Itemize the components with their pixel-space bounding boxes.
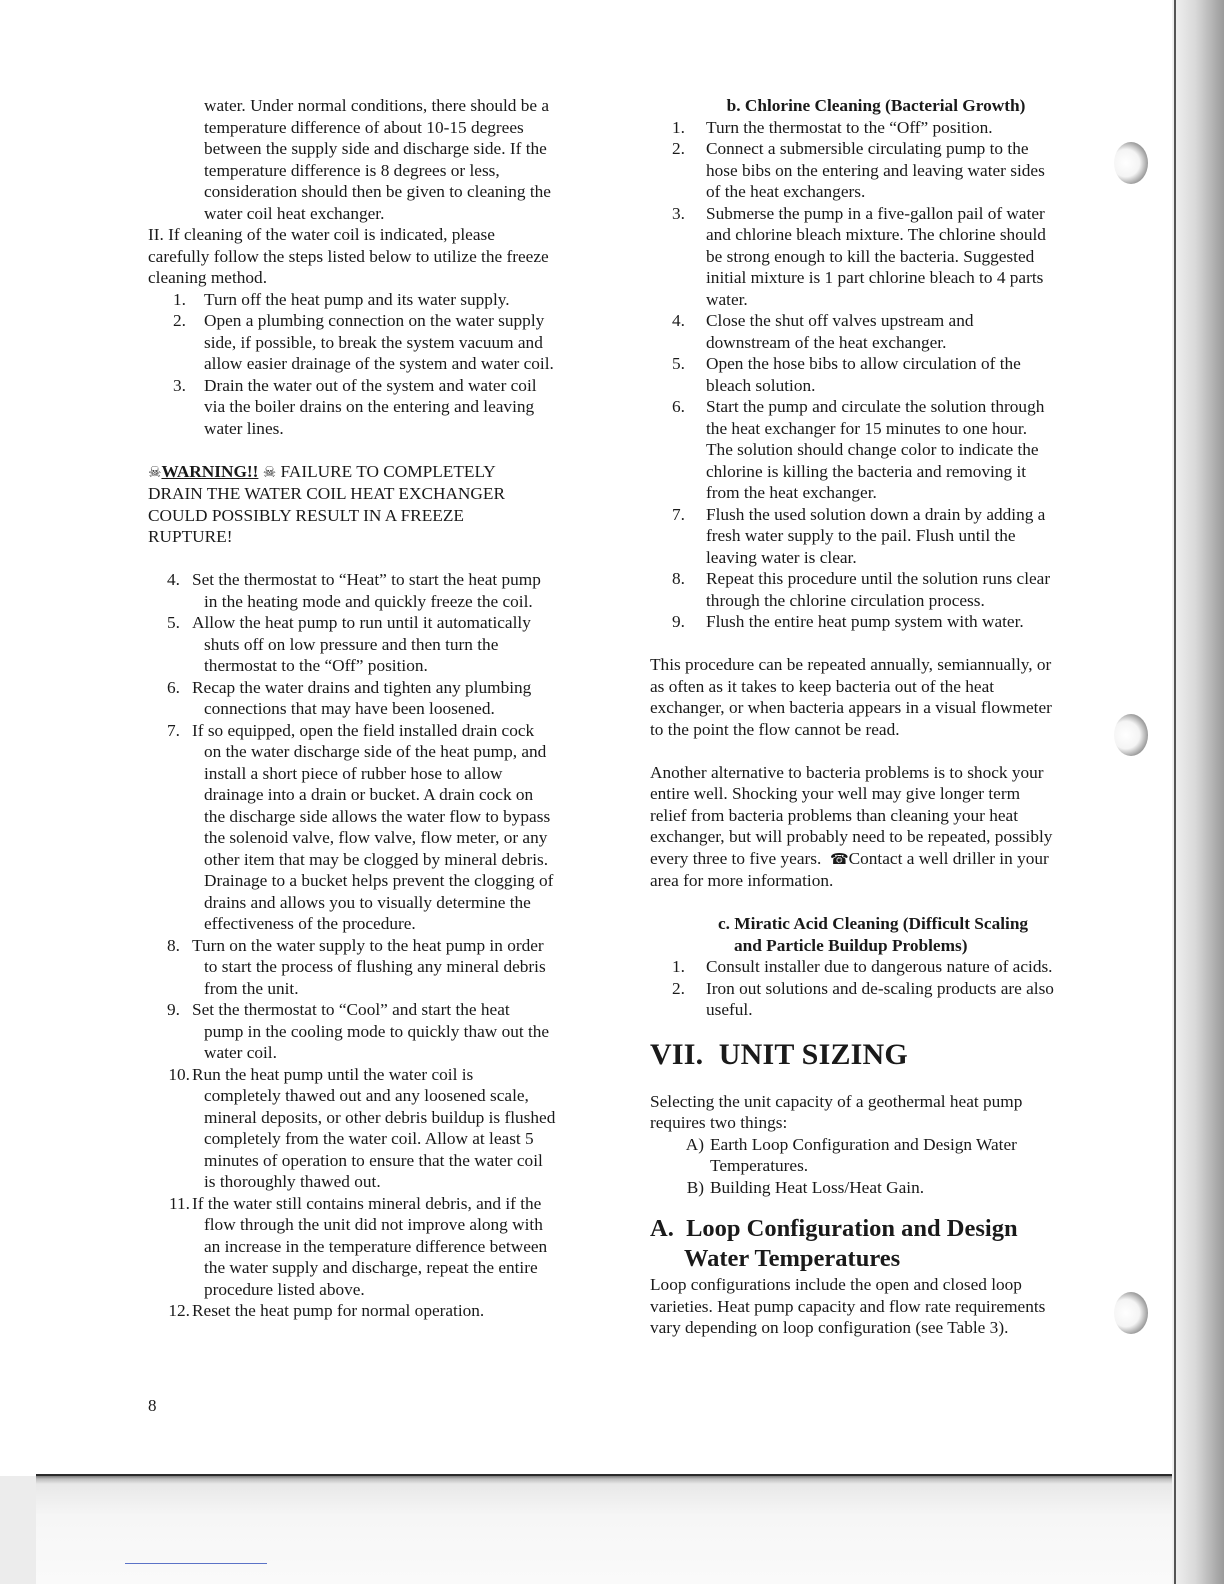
text-line: other item that may be clogged by mineral debris. (204, 849, 549, 869)
list-item (650, 956, 1090, 978)
text-line: on the water discharge side of the heat pump, and (204, 742, 547, 761)
list-number: 3. (173, 375, 186, 395)
list-item (650, 1177, 1090, 1199)
sizing-intro (650, 1091, 1090, 1134)
text-line: varieties. Heat pump capacity and flow rate requirements (650, 1296, 1046, 1316)
freeze-steps-list-b (142, 569, 588, 1322)
punch-hole (1114, 714, 1148, 756)
text-line: and chlorine bleach mixture. The chlorine should (706, 225, 1046, 244)
list-item (142, 999, 588, 1064)
list-number: 9. (672, 612, 685, 631)
section-ii-paragraph (148, 224, 588, 289)
list-item (650, 203, 1090, 311)
text-line: consideration should then be given to cleaning the (204, 182, 551, 201)
sizing-requirements-list (650, 1134, 1090, 1199)
list-number: 1. (173, 289, 186, 309)
text-line: drainage into a drain or bucket. A drain cock on (204, 785, 534, 804)
text-line: pump in the cooling mode to quickly thaw out the (204, 1021, 550, 1041)
text-line: be strong enough to kill the bacteria. Suggested (706, 246, 1035, 266)
subsection-title (650, 1214, 1090, 1274)
text-line: Loop configurations include the open and closed loop (650, 1275, 1022, 1294)
list-number: 1. (672, 957, 685, 976)
list-number: 2. (672, 139, 685, 158)
text-line: temperature difference is 8 degrees or less, (204, 160, 500, 180)
chlorine-cleaning-heading: b. Chlorine Cleaning (Bacterial Growth) (726, 96, 1026, 115)
warning-block (148, 461, 588, 548)
text-line: flow through the unit did not improve along with (204, 1215, 543, 1234)
text-line: Start the pump and circulate the solution through (706, 397, 1045, 416)
text-line: requires two things: (650, 1113, 788, 1132)
section-title: VII. UNIT SIZING (650, 1037, 908, 1071)
text-line: Flush the used solution down a drain by adding a (706, 504, 1046, 524)
intro-paragraph (148, 95, 588, 224)
text-line: from the heat exchanger. (706, 483, 877, 502)
list-letter: A) (685, 1134, 704, 1154)
text-line: Consult installer due to dangerous nature of acids. (706, 957, 1053, 976)
text-line: Flush the entire heat pump system with water. (706, 612, 1024, 631)
page-number: 8 (148, 1396, 157, 1415)
text-line: Open a plumbing connection on the water supply (204, 311, 545, 330)
text-line: vary depending on loop configuration (see Table 3). (650, 1318, 1009, 1337)
text-line: hose bibs on the entering and leaving water sides (706, 160, 1045, 180)
list-number: 7. (167, 720, 180, 740)
text-line: entire well. Shocking your well may give longer term (650, 784, 1021, 803)
text-line: relief from bacteria problems than cleaning your heat (650, 805, 1019, 825)
text-line: Allow the heat pump to run until it automatically (192, 613, 531, 632)
text-line: Selecting the unit capacity of a geothermal heat pump (650, 1091, 1023, 1111)
list-item (148, 375, 588, 440)
text-line: Drainage to a bucket helps prevent the clogging of (204, 871, 554, 890)
list-number: 10. (168, 1064, 190, 1084)
list-item (142, 677, 588, 720)
text-line: Drain the water out of the system and water coil (204, 375, 537, 395)
list-number: 8. (672, 569, 685, 588)
text-line: allow easier drainage of the system and water coil. (204, 354, 554, 373)
skull-icon: ☠ (262, 462, 277, 481)
text-line: initial mixture is 1 part chlorine bleach to 4 parts (706, 268, 1044, 287)
text-line: as often as it takes to keep bacteria out of the heat (650, 676, 995, 696)
text-line: exchanger, or when bacteria appears in a visual flowmeter (650, 698, 1052, 717)
footnote-rule (125, 1563, 267, 1564)
text-line: water lines. (204, 418, 284, 438)
list-item (142, 1064, 588, 1193)
text-line: the discharge side allows the water flow to bypass (204, 806, 551, 826)
text-line: The solution should change color to indicate the (706, 440, 1039, 459)
heading-line: A. Loop Configuration and Design (650, 1215, 1018, 1242)
list-item (148, 310, 588, 375)
text-line: cleaning method. (148, 268, 268, 287)
acid-cleaning-heading (650, 913, 1090, 956)
text-line: If the water still contains mineral debris, and if the (192, 1193, 542, 1213)
text-line: install a short piece of rubber hose to allow (204, 763, 503, 783)
text-line: the water supply and discharge, repeat the entire (204, 1258, 538, 1277)
text-line: temperature difference of about 10-15 degrees (204, 117, 524, 137)
punch-hole (1114, 1292, 1148, 1334)
warning-text: RUPTURE! (148, 527, 233, 546)
list-item (142, 1193, 588, 1301)
text-line: side, if possible, to break the system vacuum and (204, 332, 543, 352)
list-number: 9. (167, 1000, 180, 1019)
text-line: of the heat exchangers. (706, 182, 866, 201)
list-item (650, 138, 1090, 203)
text-line: Turn the thermostat to the “Off” position. (706, 117, 993, 137)
text-line: in the heating mode and quickly freeze the coil. (204, 591, 533, 611)
page-binding-edge (1174, 0, 1176, 1584)
text-line: minutes of operation to ensure that the water coil (204, 1150, 543, 1170)
text-line: procedure listed above. (204, 1279, 365, 1299)
text-line: is thoroughly thawed out. (204, 1172, 381, 1191)
list-item (650, 396, 1090, 504)
list-item (142, 935, 588, 1000)
text-line: thermostat to the “Off” position. (204, 656, 428, 675)
heading-line: and Particle Buildup Problems) (734, 935, 968, 955)
right-column (650, 95, 1090, 1339)
loop-configuration-paragraph (650, 1274, 1090, 1339)
list-item (650, 978, 1090, 1021)
list-number: 12. (168, 1301, 190, 1320)
text-line: Temperatures. (710, 1156, 809, 1175)
text-line: II. If cleaning of the water coil is indicated, please (148, 225, 495, 244)
text-line: between the supply side and discharge side. If the (204, 139, 547, 158)
text-line: completely from the water coil. Allow at least 5 (204, 1129, 534, 1148)
telephone-icon: ☎ (829, 849, 849, 868)
list-item (142, 1300, 588, 1322)
text-line: water. (706, 289, 748, 309)
text-line: carefully follow the steps listed below to utilize the freeze (148, 246, 549, 266)
text-line: Run the heat pump until the water coil is (192, 1064, 474, 1084)
text-line: through the chlorine circulation process. (706, 590, 985, 610)
list-number: 5. (672, 354, 685, 373)
text-line: drains and allows you to visually determine the (204, 892, 531, 912)
heading-line: c. Miratic Acid Cleaning (Difficult Scaling (718, 914, 1029, 933)
skull-icon: ☠ (148, 462, 162, 481)
list-item (142, 569, 588, 612)
text-line: effectiveness of the procedure. (204, 914, 416, 933)
text-line: from the unit. (204, 978, 299, 998)
text-line: Iron out solutions and de-scaling products are also (706, 978, 1054, 998)
text-line: water. Under normal conditions, there should be a (204, 96, 550, 115)
list-letter: B) (686, 1177, 704, 1197)
text-line: Repeat this procedure until the solution runs clear (706, 569, 1051, 588)
text-line: Contact a well driller in your (848, 848, 1049, 868)
scan-bottom-shadow (36, 1476, 1172, 1584)
chlorine-steps-list (650, 117, 1090, 633)
text-line: water coil. (204, 1043, 277, 1062)
text-line: Connect a submersible circulating pump to the (706, 139, 1029, 158)
text-line: the solenoid valve, flow valve, flow meter, or any (204, 828, 548, 847)
text-line: exchanger, but will probably need to be repeated, possibly (650, 827, 1053, 846)
list-item (650, 611, 1090, 633)
warning-text: DRAIN THE WATER COIL HEAT EXCHANGER (148, 484, 505, 503)
shock-well-paragraph (650, 762, 1090, 892)
list-number: 6. (672, 397, 685, 416)
list-item (142, 720, 588, 935)
text-line: Submerse the pump in a five-gallon pail of water (706, 203, 1045, 223)
list-number: 7. (672, 504, 685, 524)
text-line: water coil heat exchanger. (204, 203, 385, 223)
left-column (148, 95, 588, 1322)
text-line: This procedure can be repeated annually, semiannually, or (650, 655, 1052, 674)
text-line: Set the thermostat to “Cool” and start the heat (192, 1000, 510, 1019)
text-line: chlorine is killing the bacteria and removing it (706, 461, 1027, 481)
warning-label: WARNING!! (161, 461, 259, 481)
text-line: bleach solution. (706, 375, 816, 395)
text-line: every three to five years. (650, 848, 830, 868)
list-number: 2. (173, 311, 186, 330)
list-number: 4. (672, 311, 685, 330)
list-item (650, 117, 1090, 139)
text-line: mineral deposits, or other debris buildup is flushed (204, 1107, 556, 1127)
text-line: Reset the heat pump for normal operation. (192, 1301, 485, 1320)
text-line: fresh water supply to the pail. Flush until the (706, 526, 1016, 545)
warning-text: FAILURE TO COMPLETELY (280, 461, 496, 481)
text-line: the heat exchanger for 15 minutes to one hour. (706, 418, 1028, 438)
list-item (650, 310, 1090, 353)
list-item (148, 289, 588, 311)
text-line: useful. (706, 1000, 753, 1019)
text-line: Another alternative to bacteria problems is to shock your (650, 762, 1044, 782)
text-line: Set the thermostat to “Heat” to start the heat pump (192, 570, 541, 589)
text-line: an increase in the temperature difference between (204, 1236, 548, 1256)
text-line: Earth Loop Configuration and Design Water (710, 1134, 1017, 1154)
list-item (650, 1134, 1090, 1177)
list-item (142, 612, 588, 677)
freeze-steps-list-a (148, 289, 588, 440)
text-line: via the boiler drains on the entering and leaving (204, 397, 535, 416)
list-item (650, 504, 1090, 569)
text-line: Recap the water drains and tighten any plumbing (192, 677, 532, 697)
text-line: Turn on the water supply to the heat pump in order (192, 935, 544, 955)
list-number: 5. (167, 613, 180, 632)
text-line: shuts off on low pressure and then turn the (204, 634, 499, 654)
scanner-edge-shadow (1172, 0, 1224, 1584)
text-line: connections that may have been loosened. (204, 699, 495, 718)
text-line: downstream of the heat exchanger. (706, 332, 947, 352)
text-line: completely thawed out and any loosened scale, (204, 1086, 529, 1105)
heading-line: Water Temperatures (684, 1245, 901, 1272)
procedure-frequency-paragraph (650, 654, 1090, 740)
list-item (650, 568, 1090, 611)
list-number: 3. (672, 203, 685, 223)
punch-hole (1114, 142, 1148, 184)
warning-text: COULD POSSIBLY RESULT IN A FREEZE (148, 505, 464, 525)
text-line: If so equipped, open the field installed drain cock (192, 720, 535, 740)
text-line: Turn off the heat pump and its water supply. (204, 289, 510, 309)
list-number: 2. (672, 978, 685, 998)
list-number: 1. (672, 117, 685, 137)
text-line: Close the shut off valves upstream and (706, 311, 974, 330)
scan-margin (0, 1476, 36, 1584)
list-number: 4. (167, 570, 180, 589)
text-line: to the point the flow cannot be read. (650, 719, 900, 739)
text-line: Building Heat Loss/Heat Gain. (710, 1177, 925, 1197)
text-line: leaving water is clear. (706, 547, 857, 567)
acid-steps-list (650, 956, 1090, 1021)
text-line: to start the process of flushing any mineral debris (204, 957, 546, 976)
text-line: Open the hose bibs to allow circulation of the (706, 354, 1021, 373)
list-number: 6. (167, 677, 180, 697)
list-number: 8. (167, 935, 180, 955)
list-item (650, 353, 1090, 396)
text-line: area for more information. (650, 871, 834, 890)
list-number: 11. (169, 1193, 190, 1213)
